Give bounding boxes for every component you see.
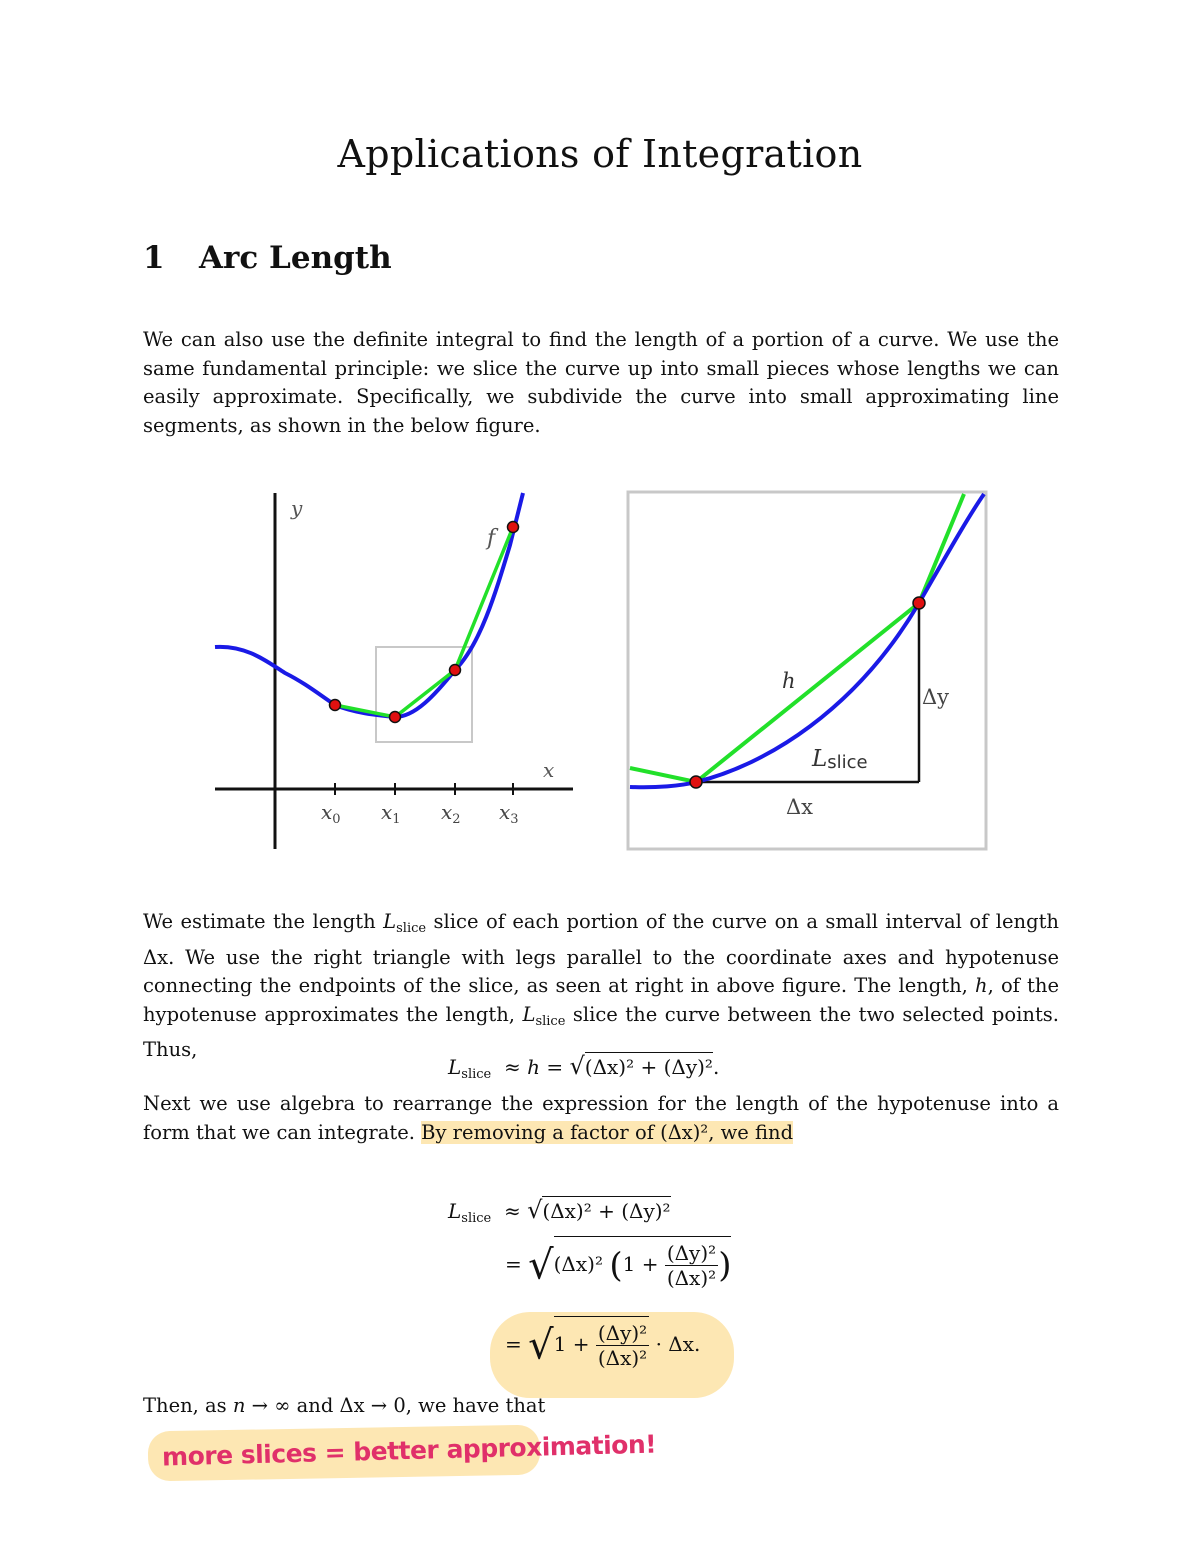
section-heading <box>143 240 392 276</box>
dy-label: Δy <box>922 685 950 709</box>
equation-2-line-2: = √(Δx)² (1 + $\frac{\text{(Δy)²}}{\text{(Δx)²}}$ ) <box>505 1236 731 1290</box>
point-x2 <box>450 665 461 676</box>
endpoint-right <box>913 597 925 609</box>
curve-f <box>215 493 523 717</box>
l-slice-label: Lslice <box>812 746 868 773</box>
zoom-figure <box>626 490 990 852</box>
arc-length-figure <box>205 485 585 855</box>
limit-paragraph: Then, as n → ∞ and Δx → 0, we have that <box>143 1394 546 1417</box>
tick-label-x1: $x_1$ <box>381 800 401 827</box>
tick-label-x2: $x_2$ <box>441 800 461 827</box>
highlighted-text: By removing a factor of (Δx)², we find <box>421 1120 794 1144</box>
equation-2-line-1: $L_{slice} \approx √(\Delta x)^2 + (\Delta y)^2$ <box>448 1196 671 1226</box>
endpoint-left <box>690 776 702 788</box>
equation-1: $L_{slice} \approx h = √(\Delta x)^2 + (\Delta y)^2$. <box>448 1052 720 1082</box>
tick-label-x3: $x_3$ <box>499 800 519 827</box>
section-title: Arc Length <box>199 240 392 276</box>
point-x1 <box>390 712 401 723</box>
algebra-paragraph: Next we use algebra to rearrange the expression for the length of the hypotenuse into a form that we can integrate. By removing a factor of (Δx)², we find <box>143 1092 1059 1144</box>
point-x3 <box>508 522 519 533</box>
estimate-paragraph: We estimate the length $L_{slice}$ slice of each portion of the curve on a small interval of length Δx. We use the right triangle with legs parallel to the coordinate axes and hypotenuse connecting the endpoints of the slice, as seen at right in above figure. The length, h, of the hypotenuse approximates the length, $L_{slice}$ slice the curve between the two selected points. Thus, <box>143 910 1059 1061</box>
intro-text: We can also use the definite integral to find the length of a portion of a curve. We use the same fundamental principle: we slice the curve up into small pieces whose lengths we can easily approximate. Specifically, we subdivide the curve into small approximating line segments, as shown in the below figure. <box>143 328 1059 437</box>
point-x0 <box>330 700 341 711</box>
x-axis-label: x <box>543 758 555 782</box>
h-label: h <box>782 669 796 693</box>
intro-paragraph <box>143 326 1059 440</box>
equation-2-line-3: = √1 + $\frac{\text{(Δy)²}}{\text{(Δx)²}}$ · Δx. <box>505 1316 700 1370</box>
curve-label-f: f <box>487 526 496 551</box>
page-title: Applications of Integration <box>337 132 863 176</box>
handwritten-note: more slices = better approximation! <box>161 1429 657 1472</box>
tick-label-x0: $x_0$ <box>321 800 341 827</box>
y-axis-label: y <box>291 496 303 520</box>
dx-label: Δx <box>786 795 814 819</box>
section-number: 1 <box>143 240 165 276</box>
